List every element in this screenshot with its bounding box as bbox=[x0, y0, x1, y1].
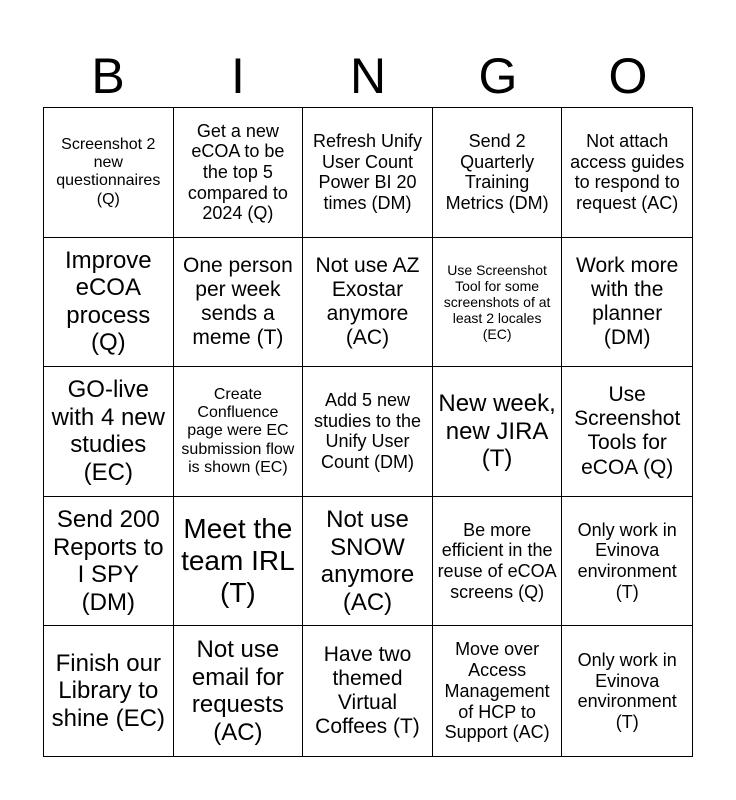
bingo-cell-r2c2[interactable] bbox=[174, 238, 304, 368]
bingo-cell-text: Get a new eCOA to be the top 5 compared to 2024 (Q) bbox=[187, 120, 288, 224]
bingo-cell-r1c1[interactable] bbox=[44, 108, 174, 238]
bingo-cell-r3c2[interactable] bbox=[174, 367, 304, 497]
bingo-cell-text: Not use AZ Exostar anymore (AC) bbox=[315, 253, 420, 350]
bingo-cell-r5c2[interactable] bbox=[174, 626, 304, 756]
bingo-cell-r4c3[interactable] bbox=[303, 497, 433, 627]
bingo-cell-r1c4[interactable] bbox=[433, 108, 563, 238]
bingo-cell-r2c4[interactable] bbox=[433, 238, 563, 368]
bingo-cell-r2c5[interactable] bbox=[562, 238, 692, 368]
bingo-cell-text: Be more efficient in the reuse of eCOA screens (Q) bbox=[437, 519, 557, 602]
bingo-cell-r5c4[interactable] bbox=[433, 626, 563, 756]
header-letter-n: N bbox=[349, 48, 387, 104]
bingo-cell-text: Finish our Library to shine (EC) bbox=[51, 649, 165, 732]
bingo-cell-text: Screenshot 2 new questionnaires (Q) bbox=[56, 135, 161, 208]
bingo-cell-text: One person per week sends a meme (T) bbox=[183, 253, 293, 350]
bingo-cell-r1c5[interactable] bbox=[562, 108, 692, 238]
bingo-cell-r1c3[interactable] bbox=[303, 108, 433, 238]
bingo-cell-r4c2[interactable] bbox=[174, 497, 304, 627]
bingo-cell-text: Not use SNOW anymore (AC) bbox=[320, 505, 415, 616]
bingo-cell-text: Work more with the planner (DM) bbox=[576, 253, 679, 350]
bingo-cell-text: Have two themed Virtual Coffees (T) bbox=[315, 642, 420, 739]
bingo-cell-text: Use Screenshot Tools for eCOA (Q) bbox=[574, 383, 681, 479]
bingo-cell-r5c3[interactable] bbox=[303, 626, 433, 756]
bingo-cell-text: Only work in Evinova environment (T) bbox=[577, 649, 677, 732]
bingo-cell-r3c5[interactable] bbox=[562, 367, 692, 497]
header-letter-i: I bbox=[231, 48, 245, 104]
bingo-cell-r3c1[interactable] bbox=[44, 367, 174, 497]
bingo-board bbox=[43, 107, 693, 757]
bingo-cell-text: New week, new JIRA (T) bbox=[438, 390, 556, 473]
bingo-cell-text: Only work in Evinova environment (T) bbox=[577, 519, 677, 602]
bingo-cell-r2c1[interactable] bbox=[44, 238, 174, 368]
bingo-cell-text: Create Confluence page were EC submission flow is shown (EC) bbox=[181, 385, 295, 477]
header-letter-g: G bbox=[478, 48, 518, 104]
bingo-cell-text: Send 2 Quarterly Training Metrics (DM) bbox=[445, 130, 549, 213]
bingo-cell-r3c3[interactable] bbox=[303, 367, 433, 497]
bingo-cell-text: Meet the team IRL (T) bbox=[181, 512, 295, 609]
bingo-cell-text: Move over Access Management of HCP to Support (AC) bbox=[444, 639, 550, 743]
bingo-cell-text: GO-live with 4 new studies (EC) bbox=[51, 376, 165, 487]
header-letter-o: O bbox=[608, 48, 648, 104]
bingo-cell-r4c1[interactable] bbox=[44, 497, 174, 627]
bingo-cell-text: Use Screenshot Tool for some screenshots of at least 2 locales (EC) bbox=[443, 261, 551, 343]
bingo-cell-r5c5[interactable] bbox=[562, 626, 692, 756]
bingo-cell-r4c5[interactable] bbox=[562, 497, 692, 627]
bingo-cell-text: Improve eCOA process (Q) bbox=[64, 246, 152, 357]
header-letter-b: B bbox=[91, 48, 125, 104]
bingo-cell-r5c1[interactable] bbox=[44, 626, 174, 756]
bingo-cell-text: Send 200 Reports to I SPY (DM) bbox=[52, 505, 164, 616]
bingo-cell-text: Not use email for requests (AC) bbox=[191, 636, 284, 746]
bingo-cell-text: Refresh Unify User Count Power BI 20 times (DM) bbox=[312, 130, 423, 213]
bingo-cell-r4c4[interactable] bbox=[433, 497, 563, 627]
bingo-header bbox=[43, 44, 693, 108]
bingo-cell-text: Add 5 new studies to the Unify User Count (DM) bbox=[313, 390, 422, 473]
bingo-cell-r2c3[interactable] bbox=[303, 238, 433, 368]
bingo-cell-text: Not attach access guides to respond to request (AC) bbox=[570, 130, 685, 213]
bingo-cell-r3c4[interactable] bbox=[433, 367, 563, 497]
bingo-cell-r1c2[interactable] bbox=[174, 108, 304, 238]
